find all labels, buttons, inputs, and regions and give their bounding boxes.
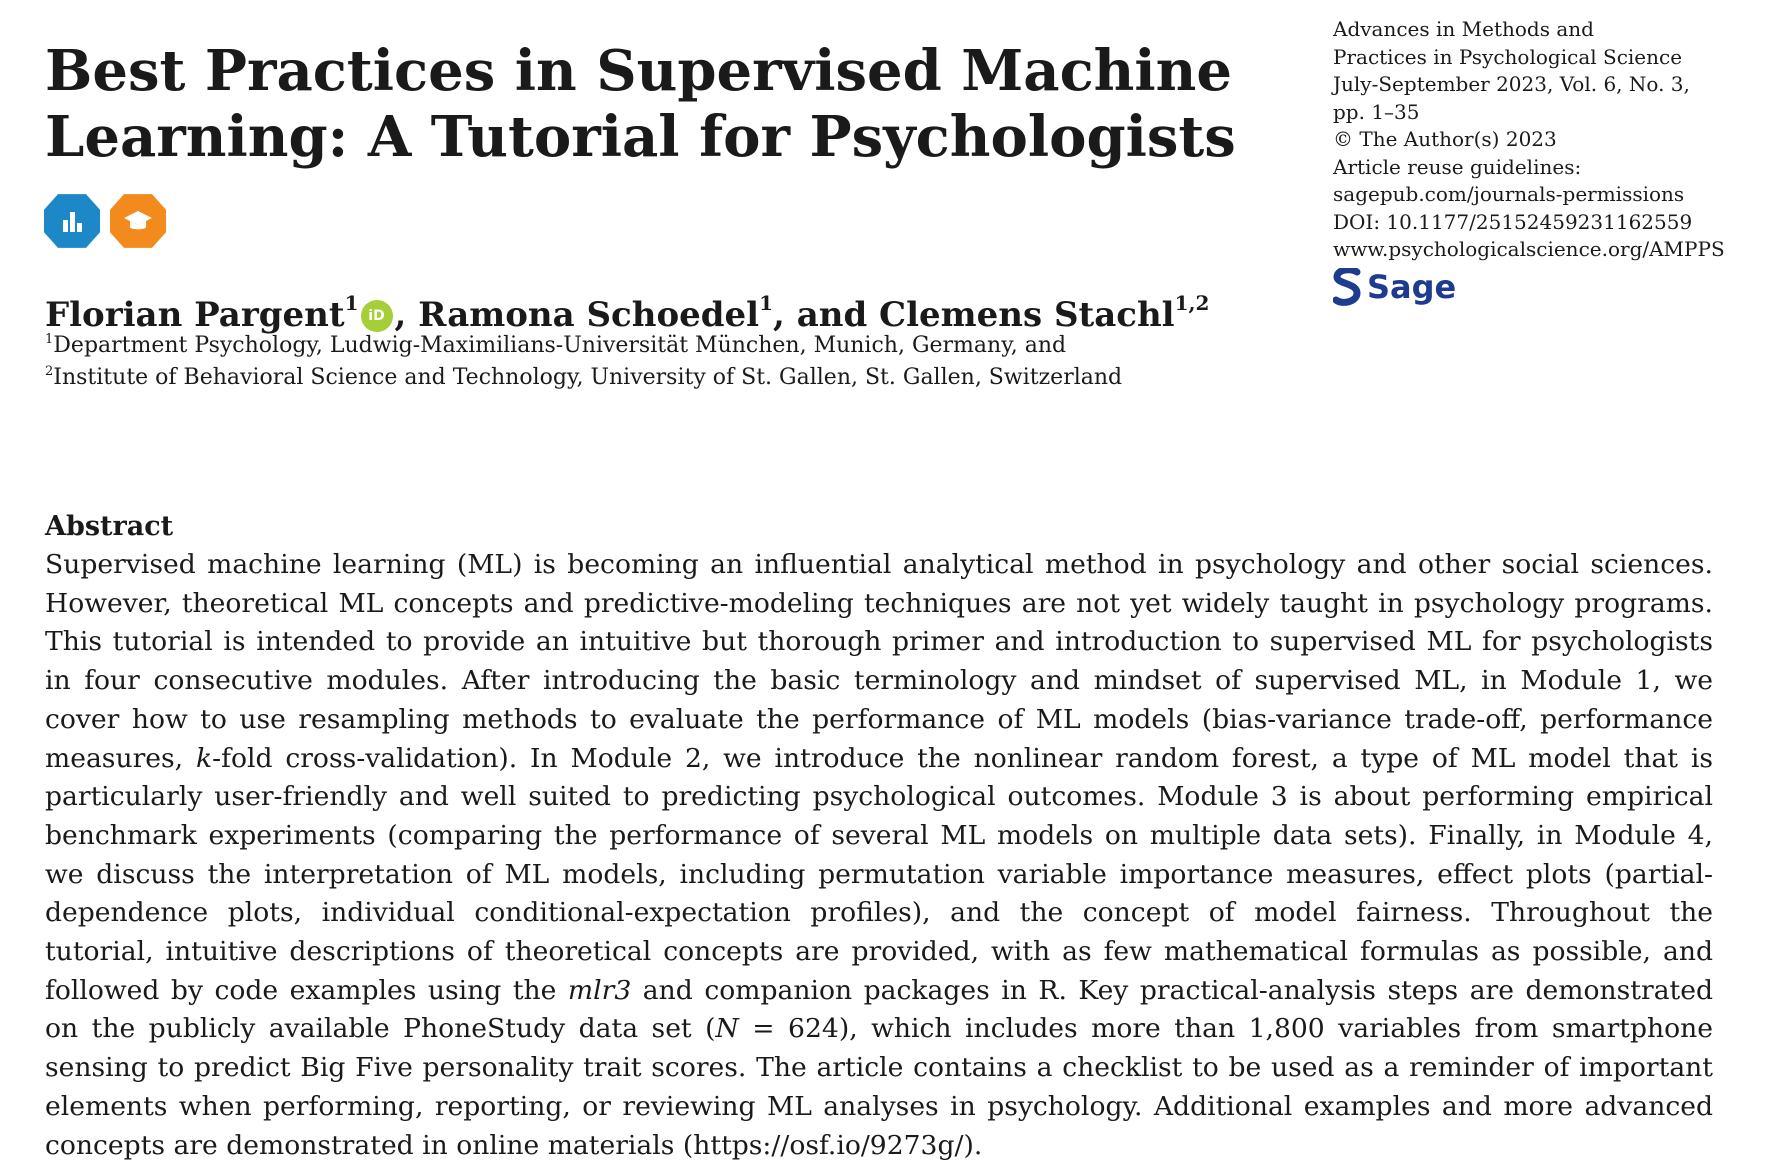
abstract-body [45,546,1713,1165]
open-science-badges [44,193,166,249]
abstract-italic: mlr3 [567,974,632,1006]
affiliation-1 [45,325,1066,361]
title-line-2: Learning: A Tutorial for Psychologists [45,104,1236,170]
journal-url[interactable]: www.psychologicalscience.org/AMPPS [1333,237,1725,261]
affiliation-sup: 2 [45,364,54,379]
affiliation-text: Department Psychology, Ludwig-Maximilians-Universität München, Munich, Germany, and [53,333,1067,358]
author-sup: 1 [344,291,359,315]
page-range: pp. 1–35 [1333,99,1420,124]
abstract-line: particularly user-friendly and well suited to predicting psychological outcomes. Module 3 is about performing empirical [45,781,1713,813]
abstract-italic: k [195,742,213,774]
abstract-line [45,740,1713,779]
publisher-name: Sage [1367,268,1457,306]
graduation-cap-icon [122,206,154,236]
doi[interactable]: DOI: 10.1177/25152459231162559 [1333,209,1693,234]
permissions-link[interactable]: sagepub.com/journals-permissions [1333,182,1685,206]
journal-name-line-2: Practices in Psychological Science [1333,44,1683,69]
journal-name-line-1: Advances in Methods and [1333,17,1594,41]
abstract-text: measures, [45,742,196,774]
title-line-1: Best Practices in Supervised Machine [45,38,1232,104]
orcid-icon[interactable]: iD [361,300,393,332]
journal-metadata [1333,16,1753,264]
open-data-badge-icon[interactable] [44,193,100,249]
bar-chart-icon [57,206,87,236]
abstract-line: Supervised machine learning (ML) is becoming an influential analytical method in psychology and other social sciences. [45,549,1713,580]
abstract-line [45,972,1713,1011]
abstract-text: -fold cross-validation). In Module 2, we introduce the nonlinear random forest, a type of ML model that is [212,742,1713,774]
abstract-heading: Abstract [45,511,174,542]
publisher-logo[interactable] [1333,268,1456,306]
abstract-text: = 624), which includes more than 1,800 variables from smartphone [738,1013,1714,1045]
author-stachl[interactable]: , and Clemens Stachl [773,295,1175,335]
affiliation-sup: 1 [45,332,54,347]
copyright: © The Author(s) 2023 [1333,127,1557,151]
abstract-line: benchmark experiments (comparing the performance of several ML models on multiple data sets). Finally, in Module 4, [45,819,1713,851]
abstract-line: we discuss the interpretation of ML models, including permutation variable importance measures, effect plots (partial- [45,858,1713,890]
abstract-line: in four consecutive modules. After introducing the basic terminology and mindset of supervised ML, in Module 1, we [45,665,1713,697]
reuse-label: Article reuse guidelines: [1333,154,1582,179]
author-sup: 1 [759,291,774,315]
abstract-line: cover how to use resampling methods to evaluate the performance of ML models (bias-variance trade-off, performance [45,703,1713,735]
author-sup: 1,2 [1174,291,1210,315]
abstract-line: elements when performing, reporting, or reviewing ML analyses in psychology. Additional examples and more advanced [45,1090,1713,1122]
abstract-line: However, theoretical ML concepts and predictive-modeling techniques are not yet widely taught in psychology programs. [45,587,1713,619]
abstract-text: on the publicly available PhoneStudy data set ( [45,1013,716,1045]
abstract-line [45,1010,1713,1049]
sage-s-icon [1333,268,1361,306]
open-materials-badge-icon[interactable] [110,193,166,249]
abstract-line: tutorial, intuitive descriptions of theoretical concepts are provided, with as few mathematical formulas as possible, and [45,936,1713,968]
abstract-line: dependence plots, individual conditional-expectation profiles), and the concept of model fairness. Throughout the [45,897,1713,929]
abstract-line: sensing to predict Big Five personality trait scores. The article contains a checklist to be used as a reminder of important [45,1052,1713,1084]
abstract-line: This tutorial is intended to provide an intuitive but thorough primer and introduction to supervised ML for psychologists [45,626,1713,658]
abstract-text: followed by code examples using the [45,974,568,1006]
abstract-line[interactable]: concepts are demonstrated in online materials (https://osf.io/9273g/). [45,1129,983,1161]
abstract-italic: N [715,1013,739,1045]
article-title [45,38,1285,170]
abstract-text: and companion packages in R. Key practical-analysis steps are demonstrated [631,974,1713,1006]
affiliation-2 [45,357,1122,393]
author-schoedel[interactable]: , Ramona Schoedel [394,295,760,335]
affiliation-text: Institute of Behavioral Science and Technology, University of St. Gallen, St. Gallen, Switzerland [53,365,1123,390]
author-pargent[interactable]: Florian Pargent [45,295,345,335]
issue-info: July-September 2023, Vol. 6, No. 3, [1333,72,1690,96]
